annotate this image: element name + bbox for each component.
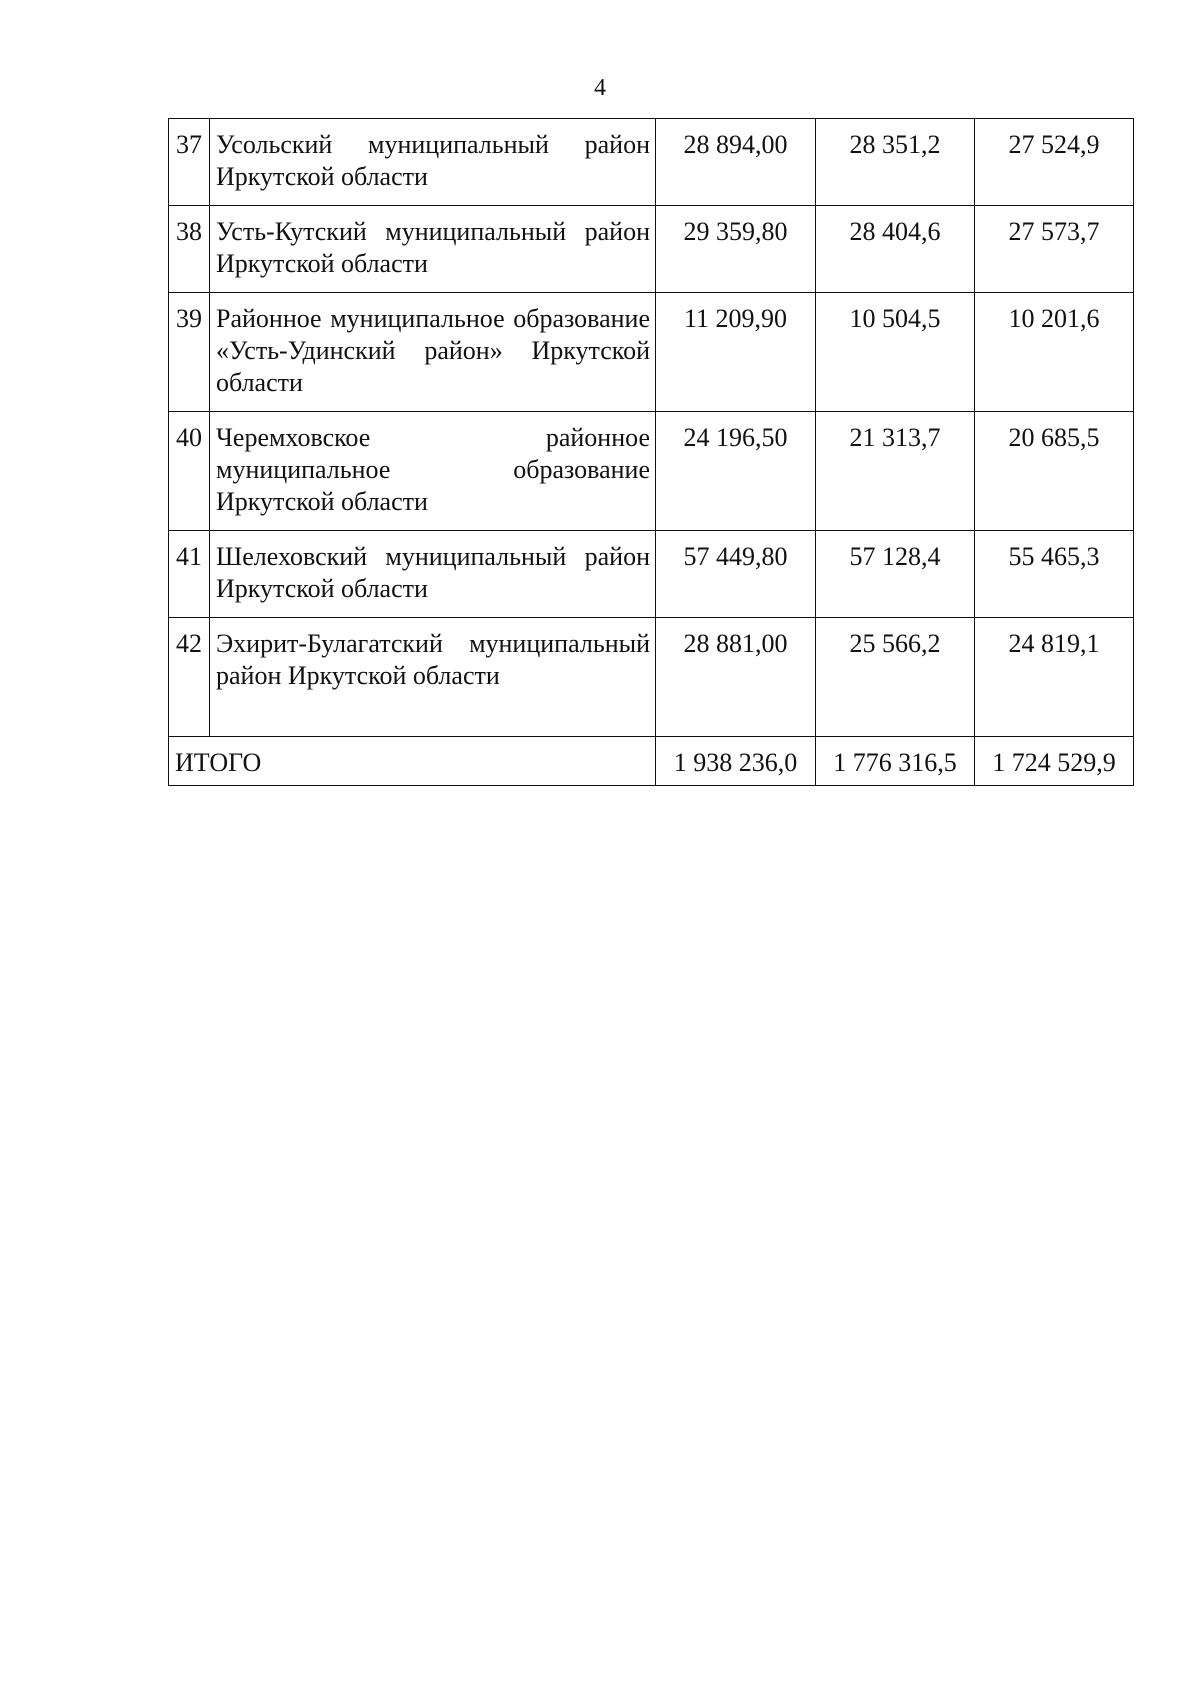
total-value-col-2: 1 776 316,5	[816, 737, 975, 786]
value-col-1: 57 449,80	[656, 531, 816, 618]
row-number: 40	[169, 412, 210, 531]
table-row	[169, 206, 1134, 293]
value-col-2: 57 128,4	[816, 531, 975, 618]
data-table	[168, 118, 1134, 786]
municipality-name: Эхирит-Булагатский муниципальный район Иркутской области	[210, 618, 656, 737]
value-col-2: 25 566,2	[816, 618, 975, 737]
value-col-1: 24 196,50	[656, 412, 816, 531]
table-row	[169, 412, 1134, 531]
table-row	[169, 293, 1134, 412]
value-col-1: 29 359,80	[656, 206, 816, 293]
value-col-3: 20 685,5	[975, 412, 1134, 531]
total-value-col-3: 1 724 529,9	[975, 737, 1134, 786]
value-col-3: 55 465,3	[975, 531, 1134, 618]
municipality-name: Усольский муниципальный район Иркутской области	[210, 119, 656, 206]
row-number: 37	[169, 119, 210, 206]
value-col-3: 24 819,1	[975, 618, 1134, 737]
row-number: 41	[169, 531, 210, 618]
row-number: 39	[169, 293, 210, 412]
value-col-3: 10 201,6	[975, 293, 1134, 412]
row-number: 38	[169, 206, 210, 293]
table-row	[169, 618, 1134, 737]
municipality-name: Районное муниципальное образование «Усть-Удинский район» Иркутской области	[210, 293, 656, 412]
table-row	[169, 119, 1134, 206]
total-value-col-1: 1 938 236,0	[656, 737, 816, 786]
value-col-1: 11 209,90	[656, 293, 816, 412]
value-col-2: 10 504,5	[816, 293, 975, 412]
municipality-name: Черемховское районное муниципальное образование Иркутской области	[210, 412, 656, 531]
value-col-2: 28 351,2	[816, 119, 975, 206]
value-col-3: 27 573,7	[975, 206, 1134, 293]
value-col-2: 28 404,6	[816, 206, 975, 293]
value-col-1: 28 894,00	[656, 119, 816, 206]
total-row	[169, 737, 1134, 786]
municipality-name: Усть-Кутский муниципальный район Иркутской области	[210, 206, 656, 293]
table-row	[169, 531, 1134, 618]
value-col-3: 27 524,9	[975, 119, 1134, 206]
value-col-1: 28 881,00	[656, 618, 816, 737]
value-col-2: 21 313,7	[816, 412, 975, 531]
total-label: ИТОГО	[169, 737, 656, 786]
row-number: 42	[169, 618, 210, 737]
municipality-name: Шелеховский муниципальный район Иркутской области	[210, 531, 656, 618]
page-number: 4	[594, 75, 606, 101]
